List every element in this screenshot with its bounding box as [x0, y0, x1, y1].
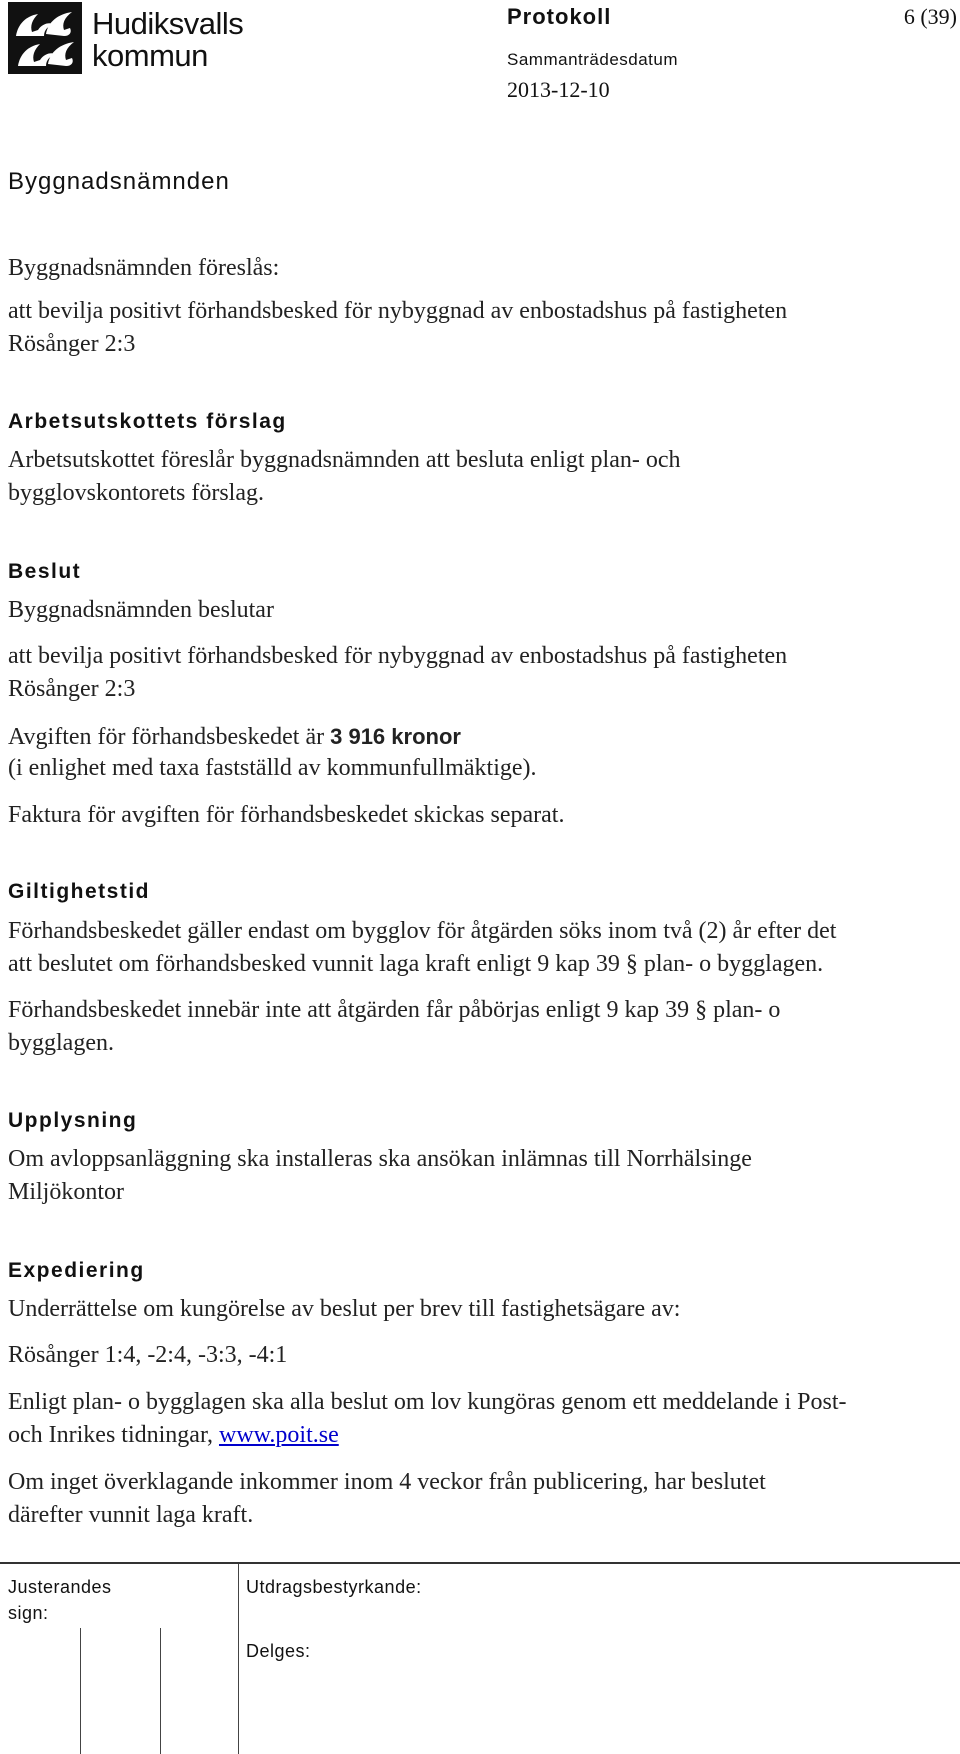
expediering-line-3: Enligt plan- o bygglagen ska alla beslut om lov kungöras genom ett meddelande i Post-	[8, 1389, 847, 1415]
signature-box-divider-2	[160, 1628, 161, 1754]
expediering-line-4	[8, 1419, 339, 1452]
giltighet-p1-line-1: Förhandsbeskedet gäller endast om bygglov för åtgärden söks inom två (2) år efter det	[8, 918, 837, 944]
utdragsbestyrkande-label: Utdragsbestyrkande:	[246, 1577, 422, 1597]
fee-line-2: (i enlighet med taxa fastställd av kommunfullmäktige).	[8, 755, 537, 781]
justerandes-line-2: sign:	[8, 1603, 49, 1623]
expediering-heading: Expediering	[8, 1259, 145, 1282]
upplysning-line-2: Miljökontor	[8, 1179, 125, 1205]
beslut-heading: Beslut	[8, 560, 82, 583]
beslut-line-2: Rösånger 2:3	[8, 676, 136, 702]
logo-wordmark	[92, 8, 243, 72]
giltighet-heading: Giltighetstid	[8, 880, 150, 903]
hudiksvall-logo	[8, 2, 248, 78]
justerandes-line-1: Justerandes	[8, 1577, 112, 1597]
fee-line	[8, 720, 461, 754]
delges-label: Delges:	[246, 1641, 311, 1661]
expediering-line-2: Rösånger 1:4, -2:4, -3:3, -4:1	[8, 1342, 288, 1368]
upplysning-line-1: Om avloppsanläggning ska installeras ska ansökan inlämnas till Norrhälsinge	[8, 1146, 752, 1172]
beslut-intro: Byggnadsnämnden beslutar	[8, 597, 274, 623]
expediering-line-6: därefter vunnit laga kraft.	[8, 1502, 254, 1528]
fee-prefix: Avgiften för förhandsbeskedet är	[8, 724, 331, 750]
fee-amount: 3 916 kronor	[330, 724, 461, 749]
signature-box-divider-1	[80, 1628, 81, 1754]
footer-column-divider	[238, 1564, 239, 1754]
page-number: 6 (39)	[903, 4, 957, 29]
logo-line-1: Hudiksvalls	[92, 6, 244, 41]
expediering-line-1: Underrättelse om kungörelse av beslut per brev till fastighetsägare av:	[8, 1296, 681, 1322]
au-heading: Arbetsutskottets förslag	[8, 410, 287, 433]
giltighet-p2-line-1: Förhandsbeskedet innebär inte att åtgärden får påbörjas enligt 9 kap 39 § plan- o	[8, 997, 781, 1023]
upplysning-heading: Upplysning	[8, 1109, 138, 1132]
au-line-1: Arbetsutskottet föreslår byggnadsnämnden att besluta enligt plan- och	[8, 447, 681, 473]
meeting-date: 2013-12-10	[507, 77, 610, 102]
justerandes-label	[8, 1574, 112, 1626]
footer-divider	[0, 1562, 960, 1564]
poit-link[interactable]: www.poit.se	[218, 1422, 339, 1448]
goat-crest-icon	[8, 2, 82, 74]
organ-title: Byggnadsnämnden	[8, 168, 230, 195]
document-type: Protokoll	[507, 4, 612, 29]
proposal-line-1: att bevilja positivt förhandsbesked för nybyggnad av enbostadshus på fastigheten	[8, 298, 788, 324]
giltighet-p1-line-2: att beslutet om förhandsbesked vunnit laga kraft enligt 9 kap 39 § plan- o bygglagen.	[8, 951, 824, 977]
expediering-line-5: Om inget överklagande inkommer inom 4 veckor från publicering, har beslutet	[8, 1469, 766, 1495]
proposal-line-2: Rösånger 2:3	[8, 331, 136, 357]
beslut-line-1: att bevilja positivt förhandsbesked för nybyggnad av enbostadshus på fastigheten	[8, 643, 788, 669]
proposal-intro: Byggnadsnämnden föreslås:	[8, 255, 280, 281]
giltighet-p2-line-2: bygglagen.	[8, 1030, 114, 1056]
meeting-date-label: Sammanträdesdatum	[507, 50, 679, 69]
expediering-line-4-prefix: och Inrikes tidningar,	[8, 1422, 219, 1448]
logo-line-2: kommun	[92, 38, 208, 73]
au-line-2: bygglovskontorets förslag.	[8, 480, 264, 506]
invoice-note: Faktura för avgiften för förhandsbeskedet skickas separat.	[8, 802, 565, 828]
